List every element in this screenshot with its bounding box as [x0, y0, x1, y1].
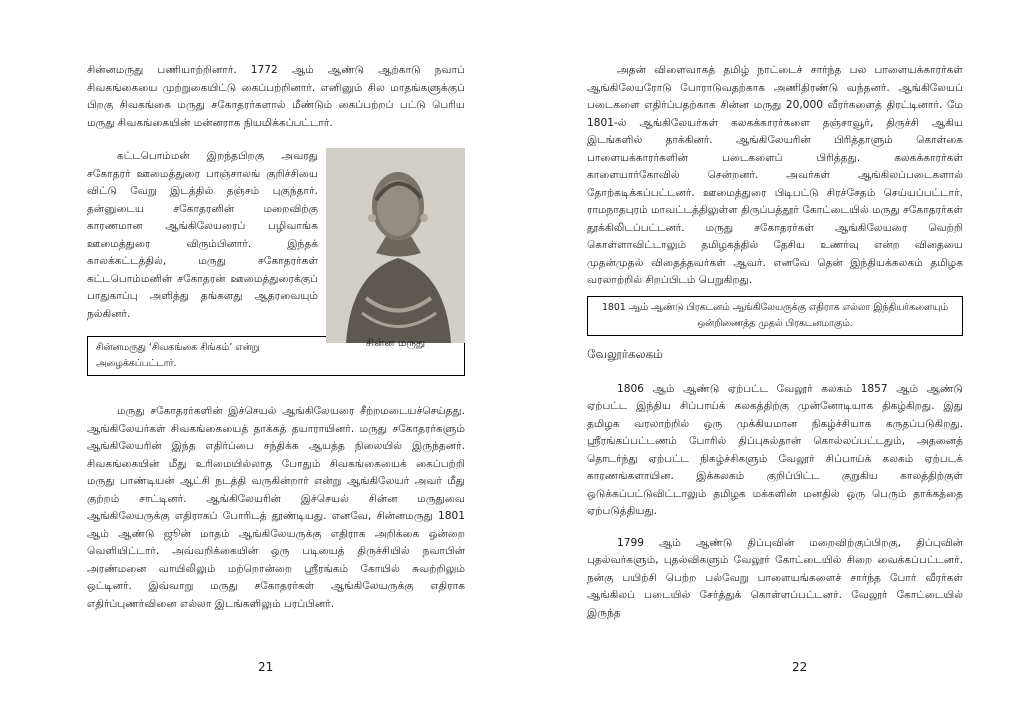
- left-highlight-box: சின்னமருது ‘சிவகங்கை சிங்கம்’ என்று அழைக்கப்பட்டார்.: [87, 336, 465, 376]
- portrait-caption: சின்ன மருது: [365, 337, 426, 349]
- right-paragraph-3: 1799 ஆம் ஆண்டு திப்புவின் மறைவிற்குப்பிறகு, திப்புவின் புதல்வர்களும், புதல்விகளும் வேலூர் கோட்டையில் சிறை வைக்கப்பட்டனர். நன்கு பயிற்சி பெற்ற பல்வேறு பாளையங்களைச் சார்ந்த போர் வீரர்கள் ஆங்கிலப் படையில் சேர்த்துக் கொள்ளப்பட்டனர். வேலூர் கோட்டையில் இருந்த: [587, 536, 963, 619]
- right-page: [587, 62, 963, 622]
- right-paragraph-2: 1806 ஆம் ஆண்டு ஏற்பட்ட வேலூர் கலகம் 1857 ஆம் ஆண்டு ஏற்பட்ட இந்திய சிப்பாய்க் கலகத்திற்கு முன்னோடியாக திகழ்கிறது. இது தமிழக வரலாற்றில் ஒரு முக்கியமான நிகழ்ச்சியாக கருதப்படுகிறது. ஸ்ரீரங்கப்பட்டணம் போரில் திப்புசுல்தான் கொல்லப்பட்டதும், அதனைத் தொடர்ந்து ஏற்பட்ட நிகழ்ச்சிகளும் வேலூர் சிப்பாய்க் கலகம் ஏற்படக் காரணங்களாயின. இக்கலகம் குறிப்பிட்ட குறுகிய காலத்திற்குள் ஒடுக்கப்பட்டுவிட்டாலும் தமிழக மக்களின் மனதில் ஒரு பெரும் தாக்கத்தை ஏற்படுத்தியது.: [587, 382, 963, 517]
- right-highlight-box: 1801 ஆம் ஆண்டு பிரகடனம் ஆங்கிலேயருக்கு எதிராக எல்லா இந்தியர்களையும் ஒன்றிணைத்த முதல் பிரகடனமாகும்.: [587, 296, 963, 336]
- right-paragraph-1: அதன் விளைவாகத் தமிழ் நாட்டைச் சார்ந்த பல பாளையக்காரர்கள் ஆங்கிலேயரோடு போராடுவதற்காக அணிதிரண்டு வந்தனர். ஆங்கிலேயப் படைகளை எதிர்ப்பதற்காக சின்ன மருது 20,000 வீரர்களைத் திரட்டினார். மே 1801-ல் ஆங்கிலேயர்கள் கலகக்காரர்களை தஞ்சாவூர், திருச்சி ஆகிய இடங்களில் தாக்கினர். ஆங்கிலேயரின் பிரித்தாளும் கொள்கை பாளையக்காரர்களின் படைகளைப் பிரித்தது. கலகக்காரர்கள் காளையார்கோவில் சென்றனர். அவர்கள் ஆங்கிலப்படைகளால் தோற்கடிக்கப்பட்டனர். ஊமைத்துரை பிடிபட்டு சிரச்சேதம் செய்யப்பட்டார். ராமநாதபுரம் மாவட்டத்திலுள்ள திருப்பத்தூர் கோட்டையில் மருது சகோதரர்கள் தூக்கிலிடப்பட்டனர். மருது சகோதரர்கள் ஆங்கிலேயரை வெற்றி கொள்ளாவிட்டாலும் தமிழகத்தில் தேசிய உணர்வு என்ற விதையை முதன்முதல் விதைத்தவர்கள் ஆவர். எனவே தென் இந்தியக்கலகம் தமிழக வரலாற்றில் சிறப்பிடம் பெறுகிறது.: [587, 64, 963, 286]
- left-paragraph-2: கட்டபொம்மன் இறந்தபிறகு அவரது சகோதரர் ஊமைத்துரை பாஞ்சாலங் குறிச்சியை விட்டு வேறு இடத்தில் தஞ்சம் புகுந்தார். தன்னுடைய சகோதரனின் மறைவிற்கு காரணமான ஆங்கிலேயரைப் பழிவாங்க ஊமைத்துரை விரும்பினார். இந்தக் காலக்கட்டத்தில், மருது சகோதரர்கள் கட்டபொம்மனின் சகோதரன் ஊமைத்துரைக்குப் பாதுகாப்பு அளித்து தங்களது ஆதரவையும் நல்கினர்.: [87, 150, 318, 320]
- left-page-number: 21: [258, 660, 274, 674]
- left-page: [87, 62, 465, 613]
- right-page-number: 22: [792, 660, 808, 674]
- chinna-marudhu-portrait: [326, 148, 465, 343]
- section-heading: வேலூர்கலகம்: [587, 346, 663, 361]
- left-paragraph-3: மருது சகோதரர்களின் இச்செயல் ஆங்கிலேயரை சீற்றமடையச்செய்தது. ஆங்கிலேயர்கள் சிவகங்கையைத் தாக்கத் தயாராயினர். மருது சகோதரர்களும் ஆங்கிலேயரின் இந்த எதிர்ப்பை சந்திக்க ஆயத்த நிலையில் இருந்தனர். சிவகங்கையின் மீது உரிமையில்லாத போதும் சிவகங்கையைக் கைப்பற்றி மருது பாண்டியன் ஆட்சி நடத்தி வருகின்றார் என்று ஆங்கிலேயர் அவர் மீது குற்றம் சாட்டினர். ஆங்கிலேயரின் இச்செயல் சின்ன மருதுவை ஆங்கிலேயருக்கு எதிராகப் போரிடத் தூண்டியது. எனவே, சின்னமருது 1801 ஆம் ஆண்டு ஜூன் மாதம் ஆங்கிலேயருக்கு எதிராக அறிக்கை ஒன்றை வெளியிட்டார். அவ்வறிக்கையின் ஒரு படியைத் திருச்சியில் நவாபின் அரண்மனை வாயிலிலும் மற்றொன்றை ஸ்ரீரங்கம் கோயில் சுவற்றிலும் ஒட்டினர். இவ்வாறு மருது சகோதரர்கள் ஆங்கிலேயருக்கு எதிராக எதிர்ப்புணர்வினை எல்லா இடங்களிலும் பரப்பினர்.: [87, 405, 465, 610]
- chinna-marudhu-figure: [326, 148, 465, 353]
- left-paragraph-1: சின்னமருது பணியாற்றினார். 1772 ஆம் ஆண்டு ஆற்காடு நவாப் சிவகங்கையை முற்றுகையிட்டு கைப்பற்றினார். எனினும் சில மாதங்களுக்குப் பிறகு சிவகங்கை மருது சகோதரர்களால் மீண்டும் கைப்பற்றப் பட்டு பெரிய மருது சிவகங்கையின் மன்னராக நியமிக்கப்பட்டார்.: [87, 64, 465, 129]
